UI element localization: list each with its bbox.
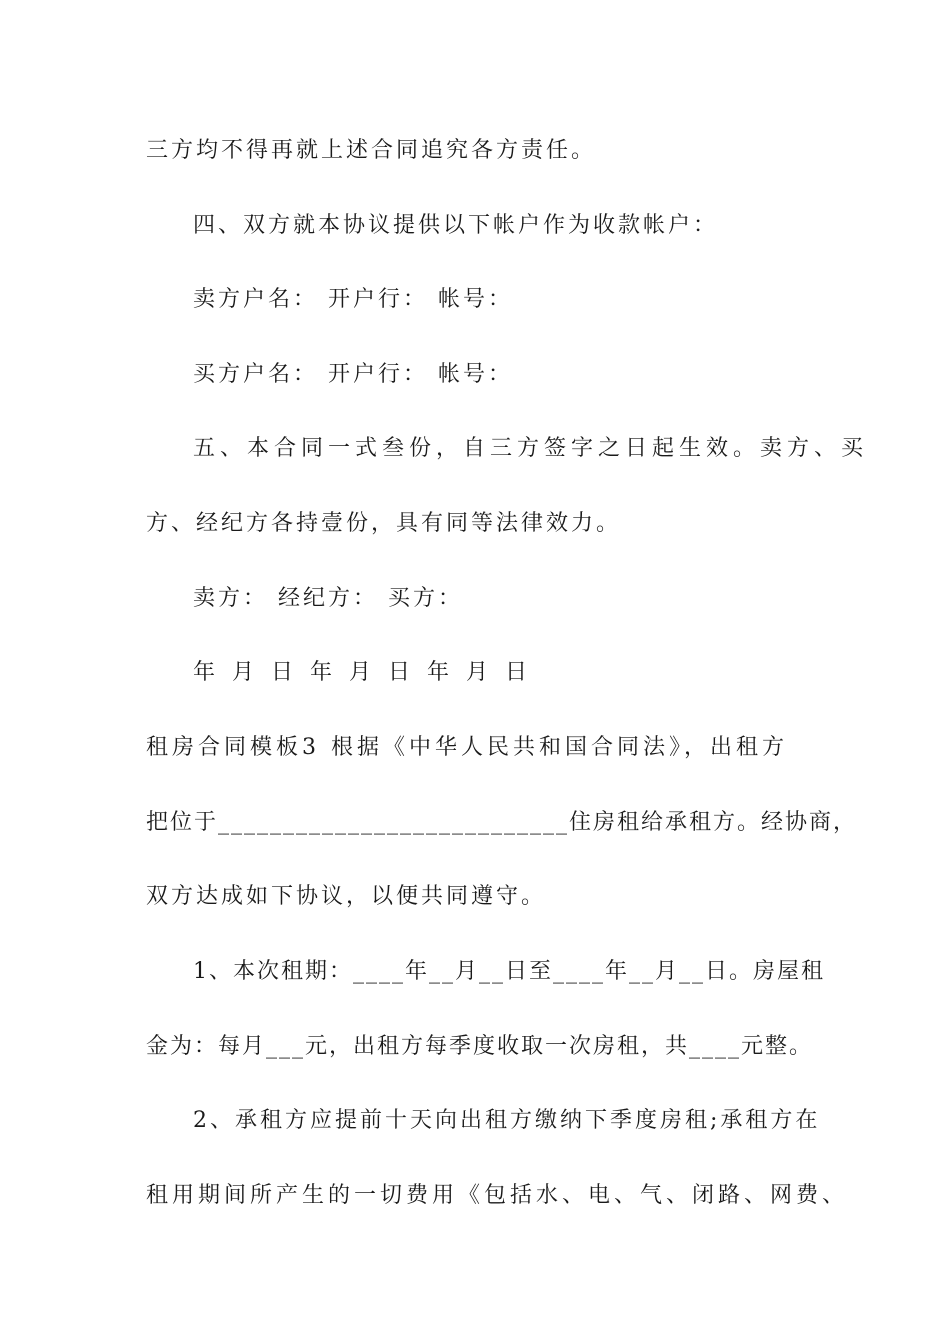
clause-five-line: 五、本合同一式叁份，自三方签字之日起生效。卖方、买 — [193, 436, 869, 461]
clause-two-continuation: 租用期间所产生的一切费用《包括水、电、气、闭路、网费、 — [146, 1183, 849, 1208]
clause-two-line: 2、承租方应提前十天向出租方缴纳下季度房租;承租方在 — [193, 1108, 821, 1133]
lease-term-line: 1、本次租期：____年__月__日至____年__月__日。房屋租 — [193, 959, 825, 984]
seller-account-line: 卖方户名： 开户行： 帐号： — [193, 287, 513, 312]
buyer-account-line: 买方户名： 开户行： 帐号： — [193, 362, 513, 387]
rent-amount-line: 金为：每月___元，出租方每季度收取一次房租，共____元整。 — [146, 1034, 814, 1059]
clause-five-continuation: 方、经纪方各持壹份，具有同等法律效力。 — [146, 511, 622, 536]
agreement-intro-line: 双方达成如下协议，以便共同遵守。 — [146, 884, 547, 909]
signature-parties-line: 卖方： 经纪方： 买方： — [193, 586, 463, 611]
template-title-line: 租房合同模板3 根据《中华人民共和国合同法》，出租方 — [146, 735, 788, 760]
property-location-line: 把位于___________________________住房租给承租方。经协商， — [146, 810, 858, 835]
clause-four-heading: 四、双方就本协议提供以下帐户作为收款帐户： — [193, 213, 719, 238]
paragraph-line: 三方均不得再就上述合同追究各方责任。 — [146, 138, 597, 163]
signature-dates-line: 年 月 日 年 月 日 年 月 日 — [193, 660, 530, 685]
